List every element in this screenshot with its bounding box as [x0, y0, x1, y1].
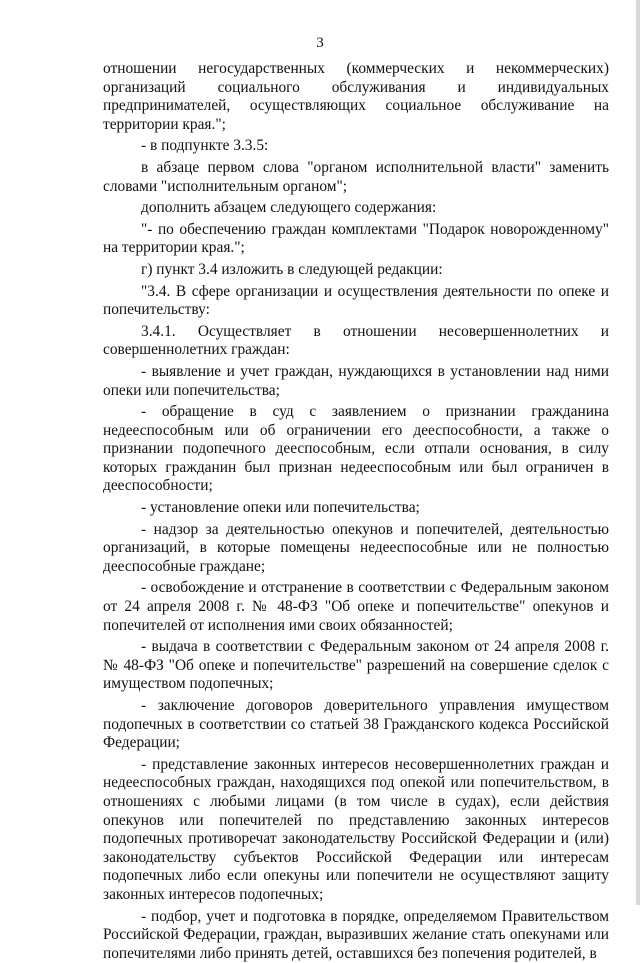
list-item-identification: - выявление и учет граждан, нуждающихся в установлении над ними опеки или попечительства; — [103, 362, 609, 399]
paragraph-clause-3-4: г) пункт 3.4 изложить в следующей редакции: — [141, 260, 443, 278]
list-item-court-appeal: - обращение в суд с заявлением о признании гражданина недееспособным или об ограничении его дееспособности, а также о признании подопечного дееспособным, если отпали основания, в силу которых гражданин был признан недееспособным или был ограничен в дееспособности; — [103, 403, 609, 495]
paragraph-replace-words: в абзаце первом слова "органом исполнительной власти" заменить словами "исполнительным органом"; — [103, 158, 609, 195]
list-item-trust-management: - заключение договоров доверительного управления имуществом подопечных в соответствии со статьей 38 Гражданского кодекса Российской Федерации; — [103, 697, 609, 752]
list-item-selection-training: - подбор, учет и подготовка в порядке, определяемом Правительством Российской Федерации, граждан, выразивших желание стать опекунами или попечителями либо принять детей, оставшихся без попечения родителей, в — [103, 907, 609, 962]
paragraph-3-4-1: 3.4.1. Осуществляет в отношении несовершеннолетних и совершеннолетних граждан: — [103, 322, 609, 359]
paragraph-subclause-3-3-5: - в подпункте 3.3.5: — [141, 137, 269, 155]
list-item-supervision: - надзор за деятельностью опекунов и попечителей, деятельностью организаций, в которые помещены недееспособные или не полностью дееспособные граждане; — [103, 520, 609, 575]
list-item-transaction-permits: - выдача в соответствии с Федеральным законом от 24 апреля 2008 г. № 48-ФЗ "Об опеке и попечительстве" разрешений на совершение сделок с имуществом подопечных; — [103, 638, 609, 693]
paragraph-3-4-heading: "3.4. В сфере организации и осуществления деятельности по опеке и попечительству: — [103, 282, 609, 319]
paragraph-add-abzac: дополнить абзацем следующего содержания: — [141, 199, 437, 217]
scan-edge-shadow — [636, 0, 640, 905]
paragraph-continuation: отношении негосударственных (коммерческих и некоммерческих) организаций социального обслуживания и индивидуальных предпринимателей, осуществляющих социальное обслуживание на территории края."; — [103, 60, 609, 133]
page-number: 3 — [316, 35, 324, 51]
list-item-release-removal: - освобождение и отстранение в соответствии с Федеральным законом от 24 апреля 2008 г. № 48-ФЗ "Об опеке и попечительстве" опекунов и попечителей от исполнения ими своих обязанностей; — [103, 579, 609, 634]
list-item-representation: - представление законных интересов несовершеннолетних граждан и недееспособных граждан, находящихся под опекой или попечительством, в отношениях с любыми лицами (в том числе в судах), если действия опекунов или попечителей по представлению законных интересов подопечных противоречат законодательству Российской Федерации и (или) законодательству субъектов Российской Федерации или интересам подопечных либо если опекуны или попечители не осуществляют защиту законных интересов подопечных; — [103, 755, 609, 903]
list-item-guardianship-establishment: - установление опеки или попечительства; — [141, 499, 420, 517]
document-body — [103, 60, 609, 963]
paragraph-gift-newborn: "- по обеспечению граждан комплектами "Подарок новорожденному" на территории края."; — [103, 220, 609, 257]
